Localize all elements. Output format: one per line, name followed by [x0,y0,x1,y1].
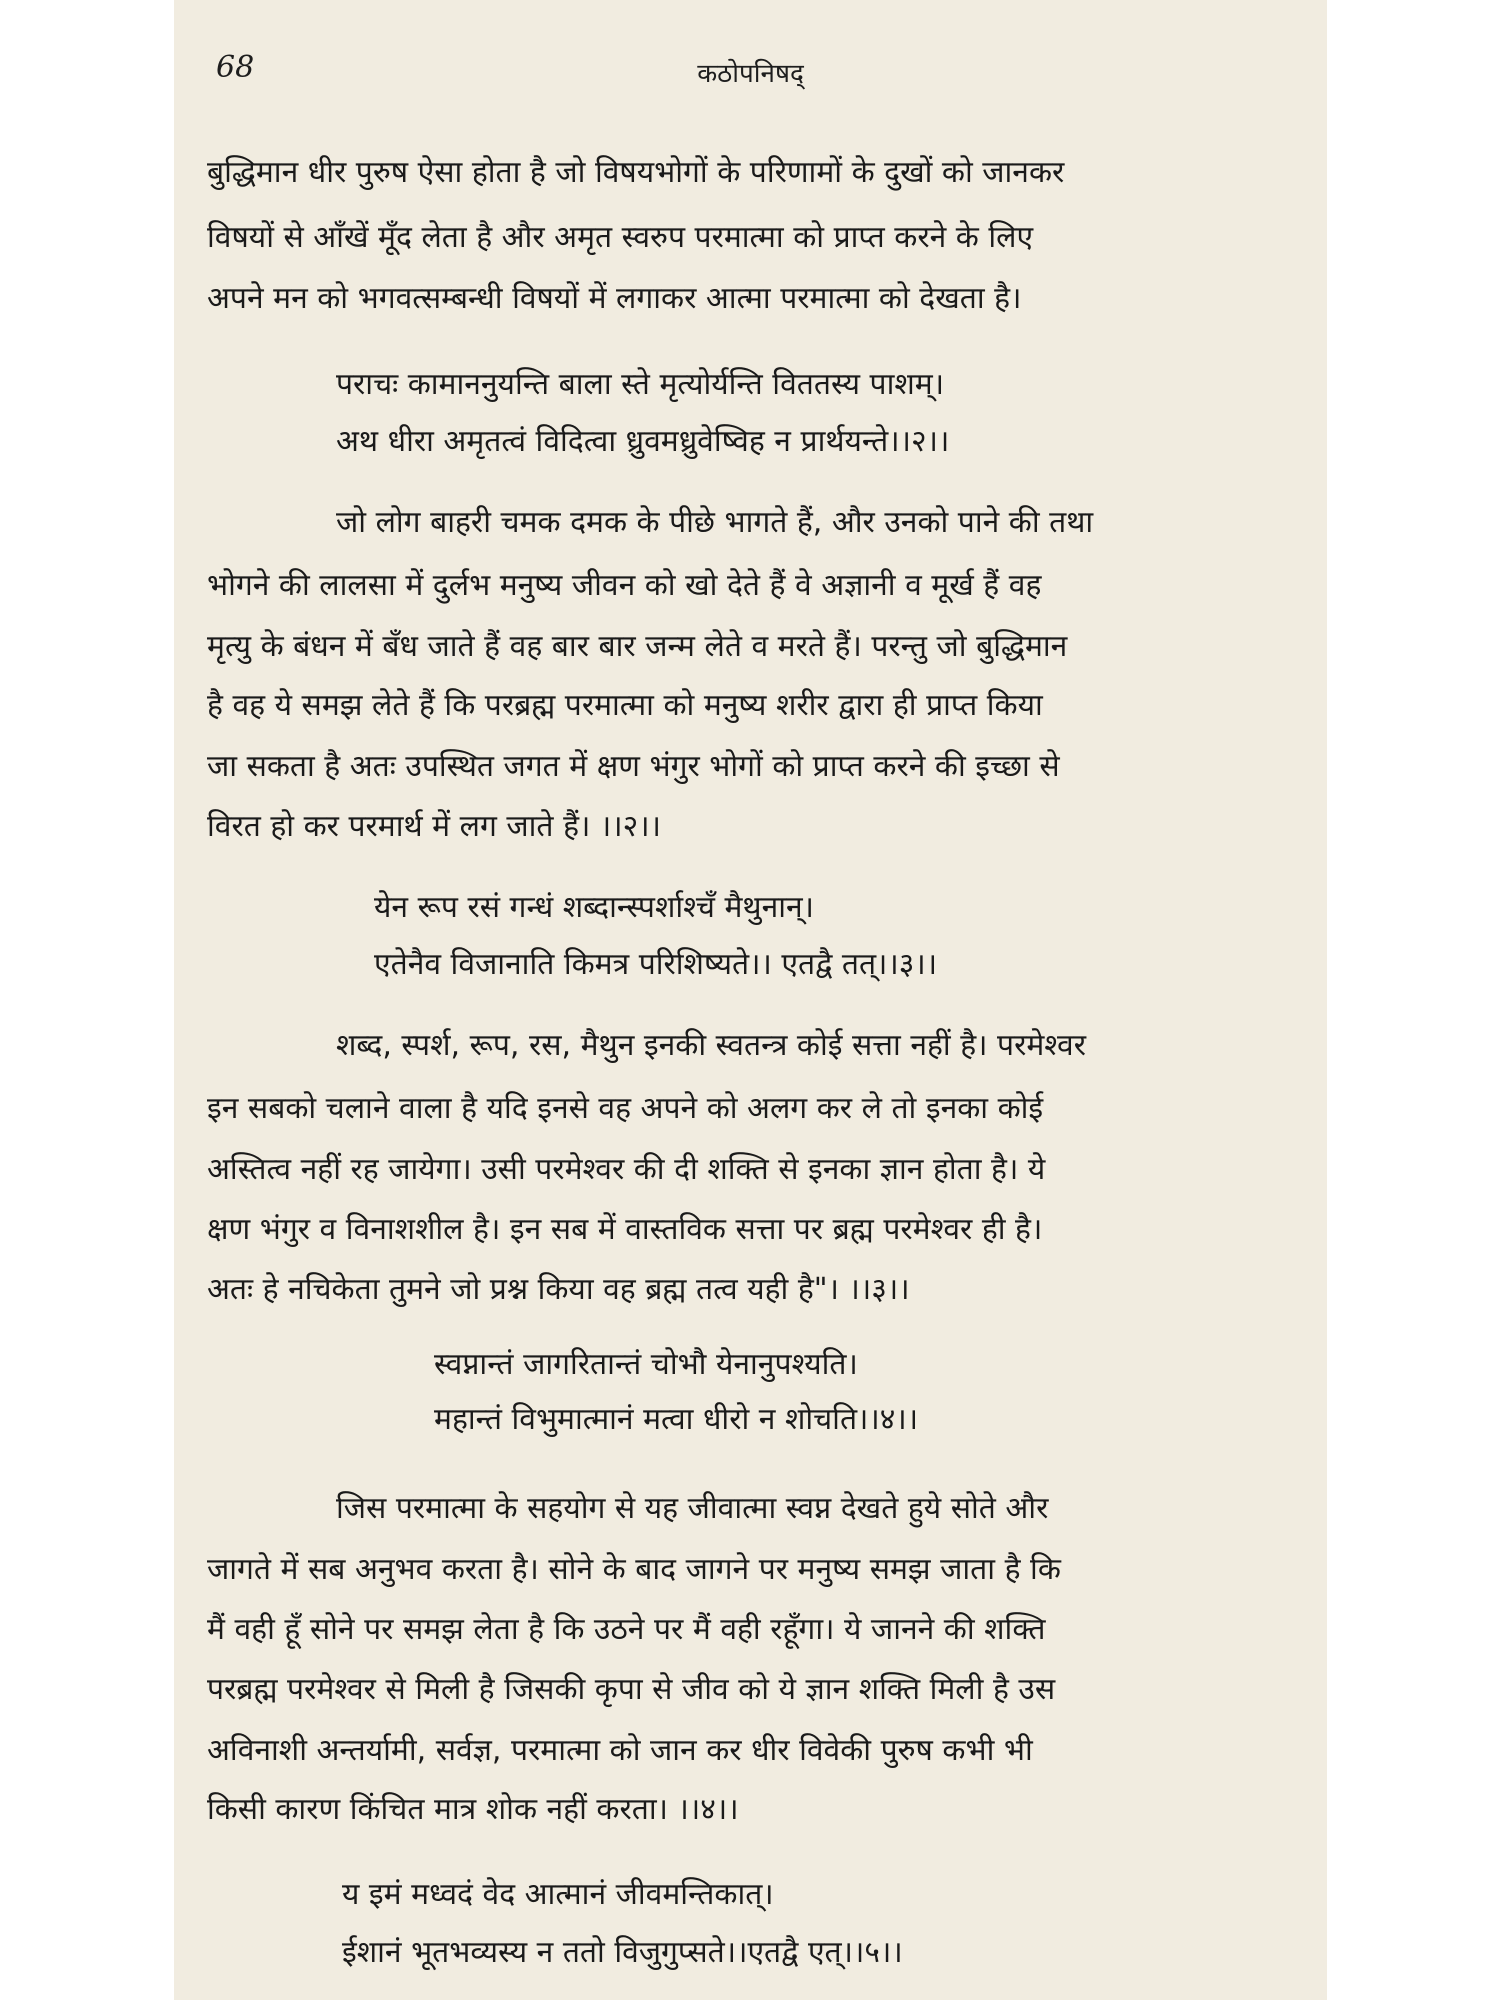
verse-line: स्वप्नान्तं जागरितान्तं चोभौ येनानुपश्यति। [434,1347,858,1382]
prose-line: मृत्यु के बंधन में बँध जाते हैं वह बार बार जन्म लेते व मरते हैं। परन्तु जो बुद्धिमान [207,629,1068,664]
verse-line: एतेनैव विजानाति किमत्र परिशिष्यते।। एतद्वै तत्।।३।। [374,947,938,982]
prose-line: विषयों से आँखें मूँद लेता है और अमृत स्वरुप परमात्मा को प्राप्त करने के लिए [207,220,1034,255]
prose-line: है वह ये समझ लेते हैं कि परब्रह्म परमात्मा को मनुष्य शरीर द्वारा ही प्राप्त किया [207,688,1043,723]
prose-line: जागते में सब अनुभव करता है। सोने के बाद जागने पर मनुष्य समझ जाता है कि [207,1552,1061,1587]
prose-line: विरत हो कर परमार्थ में लग जाते हैं। ।।२।। [207,809,661,844]
prose-line: परब्रह्म परमेश्वर से मिली है जिसकी कृपा से जीव को ये ज्ञान शक्ति मिली है उस [207,1672,1056,1707]
page-number: 68 [216,50,255,85]
prose-line: जिस परमात्मा के सहयोग से यह जीवात्मा स्वप्न देखते हुये सोते और [336,1491,1049,1526]
prose-line: जा सकता है अतः उपस्थित जगत में क्षण भंगुर भोगों को प्राप्त करने की इच्छा से [207,749,1060,784]
prose-line: अविनाशी अन्तर्यामी, सर्वज्ञ, परमात्मा को जान कर धीर विवेकी पुरुष कभी भी [207,1733,1033,1768]
prose-line: भोगने की लालसा में दुर्लभ मनुष्य जीवन को खो देते हैं वे अज्ञानी व मूर्ख हैं वह [207,568,1042,603]
verse-line: य इमं मध्वदं वेद आत्मानं जीवमन्तिकात्। [342,1877,774,1912]
verse-line: महान्तं विभुमात्मानं मत्वा धीरो न शोचति।।४।। [434,1402,919,1437]
book-page [174,0,1327,2000]
prose-line: किसी कारण किंचित मात्र शोक नहीं करता। ।।४।। [207,1792,739,1827]
prose-line: अस्तित्व नहीं रह जायेगा। उसी परमेश्वर की दी शक्ति से इनका ज्ञान होता है। ये [207,1152,1046,1187]
prose-line: इन सबको चलाने वाला है यदि इनसे वह अपने को अलग कर ले तो इनका कोई [207,1091,1044,1126]
prose-line: शब्द, स्पर्श, रूप, रस, मैथुन इनकी स्वतन्त्र कोई सत्ता नहीं है। परमेश्वर [336,1028,1087,1063]
verse-line: पराचः कामाननुयन्ति बाला स्ते मृत्योर्यन्ति विततस्य पाशम्। [336,367,945,402]
prose-line: अतः हे नचिकेता तुमने जो प्रश्न किया वह ब्रह्म तत्व यही है"। ।।३।। [207,1272,910,1307]
verse-line: अथ धीरा अमृतत्वं विदित्वा ध्रुवमध्रुवेष्विह न प्रार्थयन्ते।।२।। [336,424,950,459]
prose-line: बुद्धिमान धीर पुरुष ऐसा होता है जो विषयभोगों के परिणामों के दुखों को जानकर [207,155,1065,190]
verse-line: ईशानं भूतभव्यस्य न ततो विजुगुप्सते।।एतद्वै एत्।।५।। [342,1935,903,1970]
running-title: कठोपनिषद् [697,59,804,89]
prose-line: जो लोग बाहरी चमक दमक के पीछे भागते हैं, और उनको पाने की तथा [336,505,1094,540]
prose-line: अपने मन को भगवत्सम्बन्धी विषयों में लगाकर आत्मा परमात्मा को देखता है। [207,281,1022,316]
verse-line: येन रूप रसं गन्धं शब्दान्स्पर्शाश्चँ मैथुनान्। [374,890,815,925]
prose-line: क्षण भंगुर व विनाशशील है। इन सब में वास्तविक सत्ता पर ब्रह्म परमेश्वर ही है। [207,1212,1043,1247]
page-header [174,50,1327,100]
prose-line: मैं वही हूँ सोने पर समझ लेता है कि उठने पर मैं वही रहूँगा। ये जानने की शक्ति [207,1612,1046,1647]
